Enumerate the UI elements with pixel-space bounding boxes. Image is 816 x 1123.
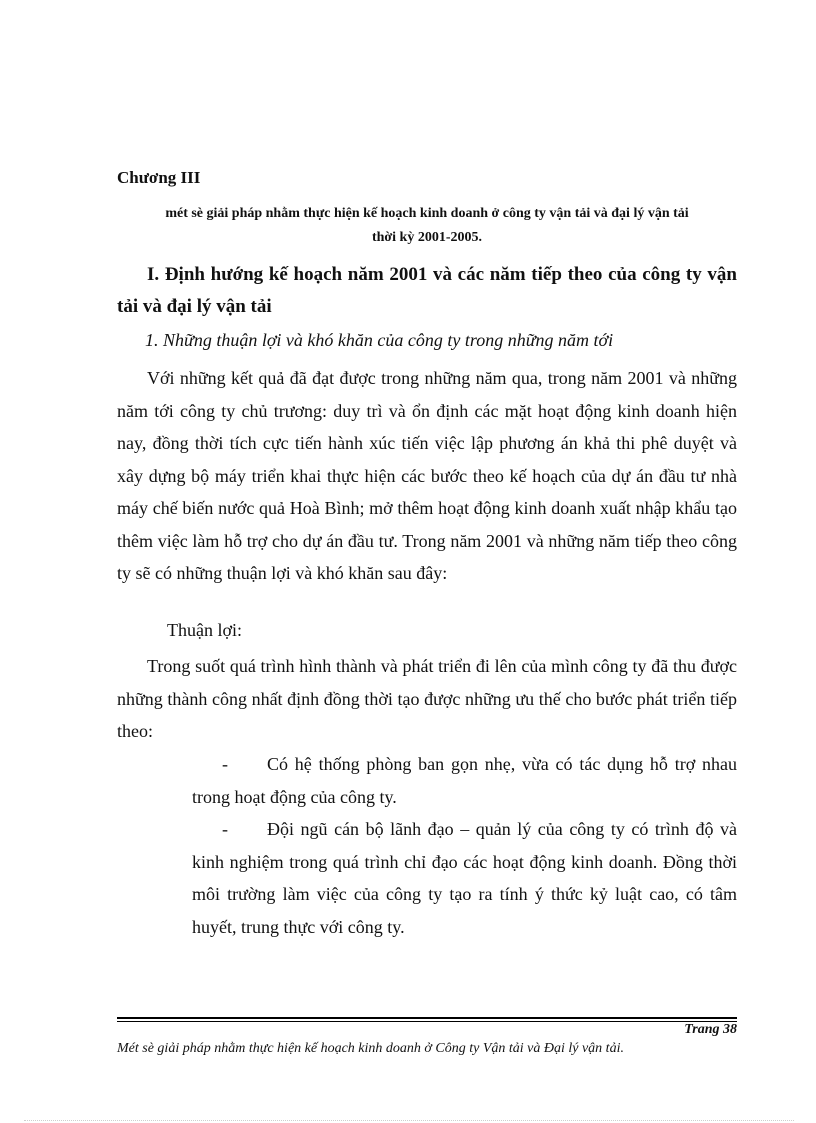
bullet-item xyxy=(192,748,737,813)
advantages-label: Thuận lợi: xyxy=(167,620,243,640)
subtitle-line-2: thời kỳ 2001-2005. xyxy=(371,230,483,245)
bullet-item xyxy=(192,813,737,943)
bullet-marker: - xyxy=(222,819,228,839)
subsection-heading: 1. Những thuận lợi và khó khăn của công ty trong những năm tới xyxy=(145,330,614,350)
footer-running-title: Mét sè giải pháp nhằm thực hiện kế hoạch kinh doanh ở Công ty Vận tải và Đại lý vận tải. xyxy=(117,1041,624,1056)
section-heading: I. Định hướng kế hoạch năm 2001 và các năm tiếp theo của công ty vận tải và đại lý vận tải xyxy=(117,264,737,317)
body-paragraph: Trong suốt quá trình hình thành và phát triển đi lên của mình công ty đã thu được những thành công nhất định đồng thời tạo được những ưu thế cho bước phát triển tiếp theo: xyxy=(117,656,737,741)
document-page xyxy=(117,0,737,1123)
footer-rule-thin xyxy=(117,1021,737,1022)
bullet-text: Có hệ thống phòng ban gọn nhẹ, vừa có tác dụng hỗ trợ nhau trong hoạt động của công ty. xyxy=(192,754,737,807)
page-number: Trang 38 xyxy=(684,1022,737,1037)
footer-rule xyxy=(117,1017,737,1019)
body-paragraph: Với những kết quả đã đạt được trong những năm qua, trong năm 2001 và những năm tới công ty chủ trương: duy trì và ổn định các mặt hoạt động kinh doanh hiện nay, đồng thời tích cực tiến hành xúc tiến việc lập phương án khả thi phê duyệt và xây dựng bộ máy triển khai thực hiện các bước theo kế hoạch của dự án đầu tư nhà máy chế biến nước quả Hoà Bình; mở thêm hoạt động kinh doanh xuất nhập khẩu tạo thêm việc làm hỗ trợ cho dự án đầu tư. Trong năm 2001 và những năm tiếp theo công ty sẽ có những thuận lợi và khó khăn sau đây: xyxy=(117,368,737,583)
chapter-subtitle xyxy=(117,202,737,250)
bullet-marker: - xyxy=(222,754,228,774)
subtitle-line-1: mét sè giải pháp nhằm thực hiện kế hoạch kinh doanh ở công ty vận tải và đại lý vận tải xyxy=(165,206,689,221)
page-edge-divider xyxy=(24,1120,794,1121)
bullet-text: Đội ngũ cán bộ lãnh đạo – quản lý của công ty có trình độ và kinh nghiệm trong quá trình chỉ đạo các hoạt động kinh doanh. Đồng thời môi trường làm việc của công ty tạo ra tính ý thức kỷ luật cao, có tâm huyết, trung thực với công ty. xyxy=(192,819,737,937)
chapter-title: Chương III xyxy=(117,168,201,187)
